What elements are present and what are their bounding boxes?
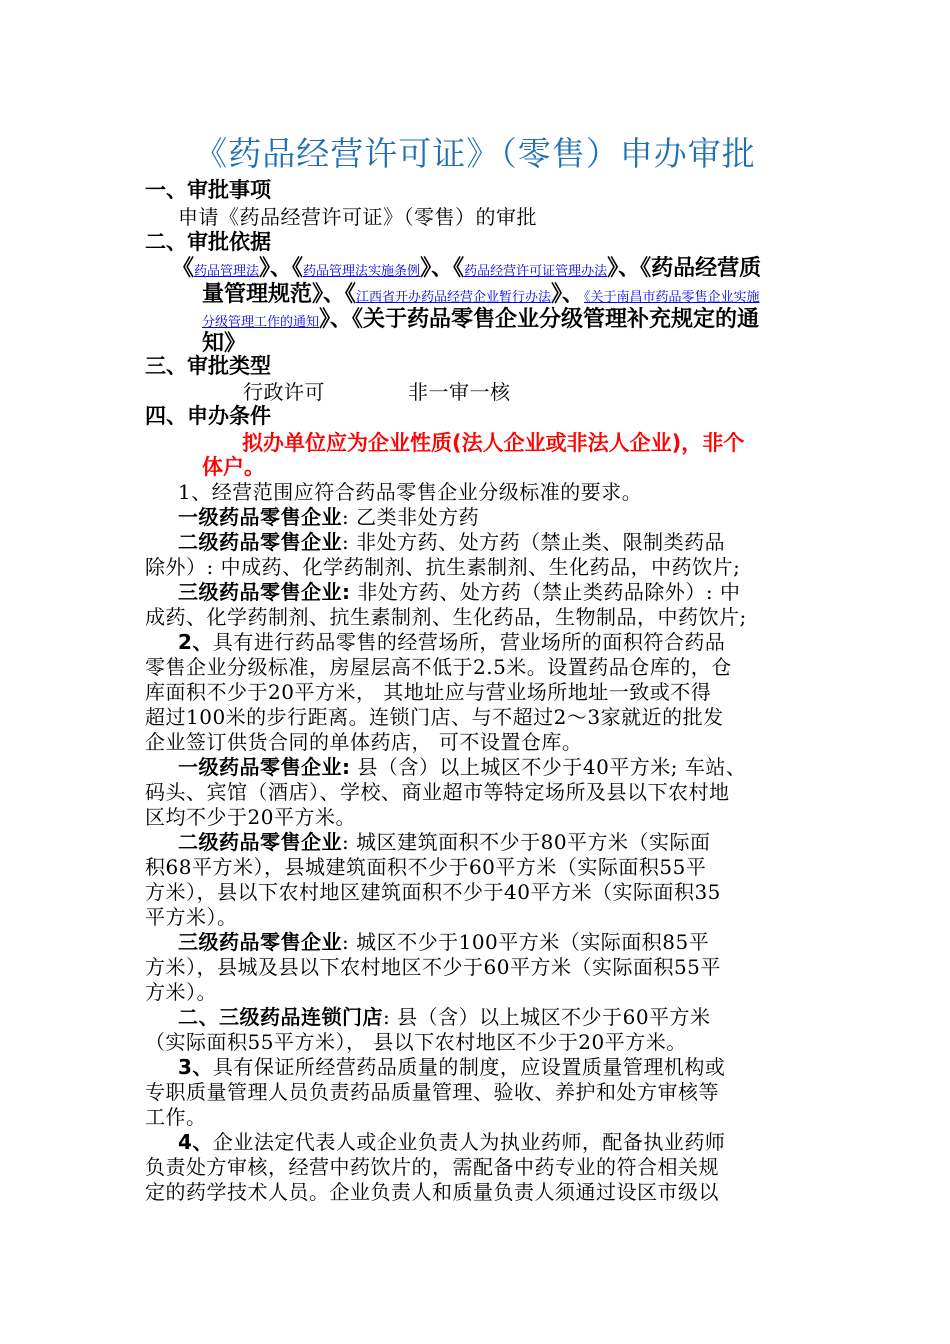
link-nanchang-notice-cont[interactable]: 分级管理工作的通知 [202,315,320,330]
c3-line-2: 专职质量管理人员负责药品质量管理、验收、养护和处方审核等 [145,1080,719,1104]
a4-l1: : 县（含）以上城区不少于60平方米 [383,1005,711,1029]
c2-line-2: 零售企业分级标准，房屋层高不低于2.5米。设置药品仓库的，仓 [145,655,732,679]
s2-line2-a: 量管理规范》、《 [202,282,357,307]
g2-label: 二级药品零售企业 [178,530,342,554]
a1-label: 一级药品零售企业: [178,755,351,779]
s2-sep-1: 》、《 [259,256,304,281]
page-title: 《药品经营许可证》（零售）申办审批 [194,134,756,173]
c3-line-3: 工作。 [145,1105,207,1129]
s3-type-2: 非一审一核 [408,380,511,404]
c2-l1: 具有进行药品零售的经营场所，营业场所的面积符合药品 [212,630,726,654]
a2-l1: : 城区建筑面积不少于80平方米（实际面 [342,830,711,854]
a2-label: 二级药品零售企业 [178,830,342,854]
s1-text: 申请《药品经营许可证》（零售）的审批 [178,205,537,229]
c4-num: 4、 [178,1130,213,1154]
g2-text: : 非处方药、处方药（禁止类、限制类药品 [342,530,726,554]
c3-num: 3、 [178,1055,213,1079]
a3-line-2: 方米），县城及县以下农村地区不少于60平方米（实际面积55平 [145,955,721,979]
a2-line-3: 方米），县以下农村地区建筑面积不少于40平方米（实际面积35 [145,880,721,904]
a3-l1: : 城区不少于100平方米（实际面积85平 [342,930,710,954]
g2-line2: 除外）: 中成药、化学药制剂、抗生素制剂、生化药品，中药饮片; [145,555,741,579]
s2-sep-2: 》、《 [420,256,465,281]
a3-label: 三级药品零售企业 [178,930,342,954]
g3-label: 三级药品零售企业: [178,580,351,604]
c3-l1: 具有保证所经营药品质量的制度，应设置质量管理机构或 [212,1055,726,1079]
c2-line-5: 企业签订供货合同的单体药店， 可不设置仓库。 [145,730,583,754]
s2-line3-b: 》、《关于药品零售企业分级管理补充规定的通 [319,307,760,332]
section-heading-1: 一、审批事项 [145,178,271,202]
a2-line-4: 平方米）。 [145,905,238,929]
c1: 1、经营范围应符合药品零售企业分级标准的要求。 [178,480,643,504]
s2-line-4: 知》 [202,331,247,356]
c2-num: 2、 [178,630,213,654]
s2-line-3 [202,302,759,333]
a2-line-2: 积68平方米），县城建筑面积不少于60平方米（实际面积55平 [145,855,707,879]
section-heading-4: 四、申办条件 [145,404,271,428]
c2-line-3: 库面积不少于20平方米， 其地址应与营业场所地址一致或不得 [145,680,712,704]
a1-l1: 县（含）以上城区不少于40平方米; 车站、 [350,755,747,779]
g1-text: : 乙类非处方药 [342,505,480,529]
link-drug-admin-regulations[interactable]: 药品管理法实施条例 [303,264,421,279]
s4-red-line-2: 体户。 [202,455,265,479]
c2-line-4: 超过100米的步行距离。连锁门店、与不超过2～3家就近的批发 [145,705,724,729]
link-license-measures[interactable]: 药品经营许可证管理办法 [464,264,608,279]
section-heading-3: 三、审批类型 [145,354,271,378]
section-heading-2: 二、审批依据 [145,230,271,254]
c4-l1: 企业法定代表人或企业负责人为执业药师，配备执业药师 [212,1130,726,1154]
c4-line-3: 定的药学技术人员。企业负责人和质量负责人须通过设区市级以 [145,1180,719,1204]
g3-line2: 成药、化学药制剂、抗生素制剂、生化药品，生物制品，中药饮片; [145,605,747,629]
link-jiangxi-measures[interactable]: 江西省开办药品经营企业暂行办法 [356,290,552,305]
a4-line-2: （实际面积55平方米）， 县以下农村地区不少于20平方米。 [145,1030,687,1054]
c4-line-2: 负责处方审核，经营中药饮片的，需配备中药专业的符合相关规 [145,1155,719,1179]
a3-line-3: 方米）。 [145,980,217,1004]
s4-red-line-1: 拟办单位应为企业性质(法人企业或非法人企业)，非个 [242,431,745,455]
s2-sep-3: 》、《药品经营质 [607,256,762,281]
g3-text: 非处方药、处方药（禁止类药品除外）: 中 [350,580,741,604]
link-drug-admin-law[interactable]: 药品管理法 [194,264,260,279]
s2-q-open: 《 [172,256,195,281]
g1-label: 一级药品零售企业 [178,505,342,529]
a1-line-2: 码头、宾馆（酒店）、学校、商业超市等特定场所及县以下农村地 [145,780,730,804]
a4-label: 二、三级药品连锁门店 [178,1005,383,1029]
link-nanchang-notice[interactable]: 《关于南昌市药品零售企业实施 [584,290,760,305]
s3-type-1: 行政许可 [243,380,325,404]
s2-sep-4: 》、 [551,282,585,307]
a1-line-3: 区均不少于20平方米。 [145,805,356,829]
